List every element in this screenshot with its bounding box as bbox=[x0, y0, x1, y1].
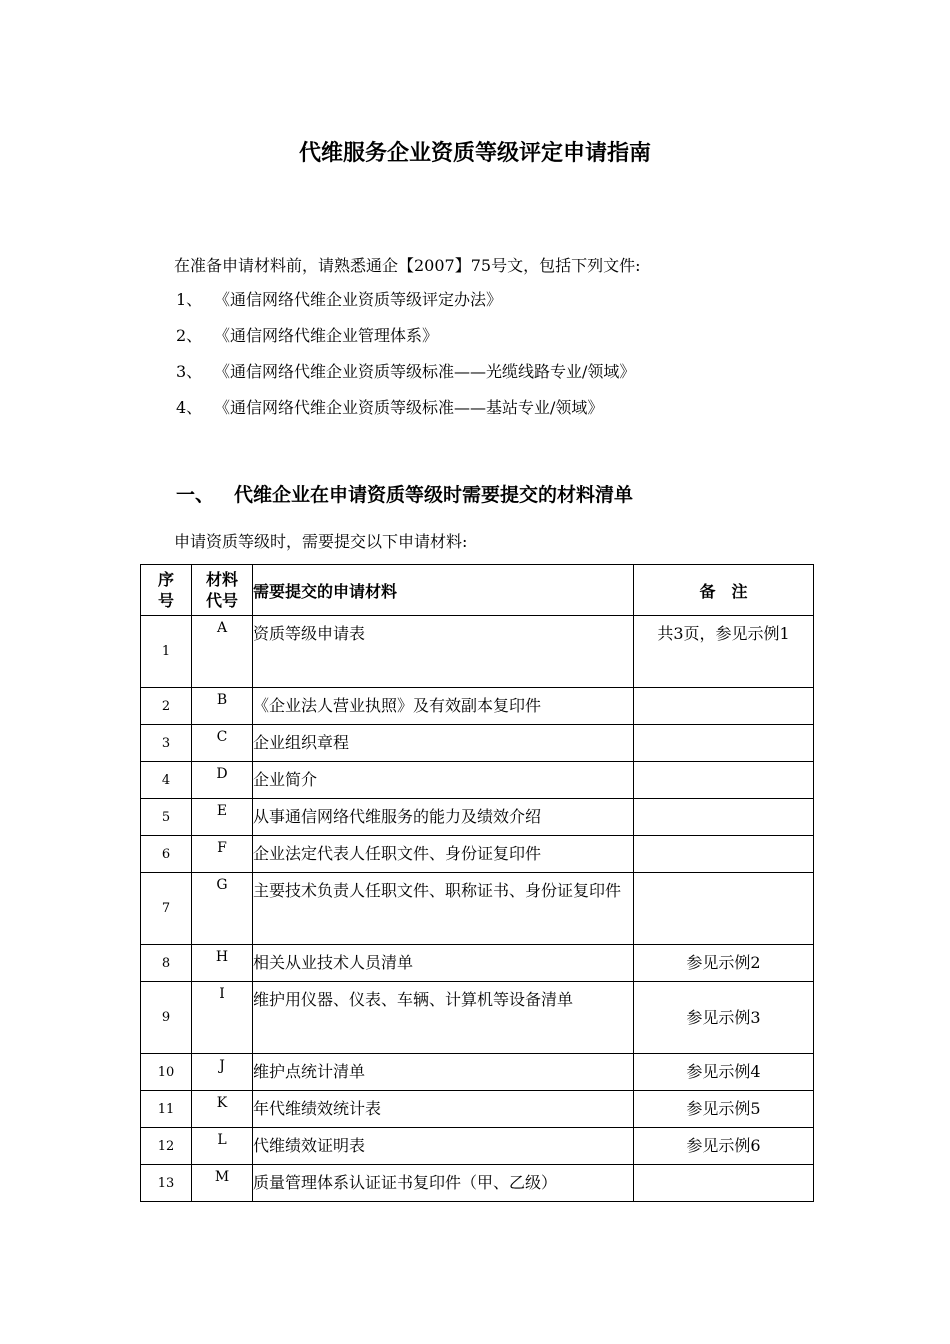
row-seq: 7 bbox=[141, 873, 192, 945]
row-note bbox=[634, 688, 814, 725]
row-seq: 4 bbox=[141, 762, 192, 799]
row-note: 参见示例5 bbox=[634, 1091, 814, 1128]
row-seq: 1 bbox=[141, 616, 192, 688]
list-item-number: 2、 bbox=[176, 326, 203, 345]
table-row bbox=[141, 725, 814, 762]
table-row bbox=[141, 1165, 814, 1202]
row-code: M bbox=[192, 1165, 253, 1202]
list-item-text: 《通信网络代维企业资质等级标准——光缆线路专业/领域》 bbox=[214, 362, 636, 381]
row-note: 参见示例3 bbox=[634, 982, 814, 1054]
table-row bbox=[141, 762, 814, 799]
list-item bbox=[176, 324, 635, 360]
row-seq: 3 bbox=[141, 725, 192, 762]
section-lead-text: 申请资质等级时，需要提交以下申请材料: bbox=[174, 532, 468, 551]
row-code: K bbox=[192, 1091, 253, 1128]
row-material: 企业简介 bbox=[253, 762, 634, 799]
row-note bbox=[634, 799, 814, 836]
row-material: 质量管理体系认证证书复印件（甲、乙级） bbox=[253, 1165, 634, 1202]
row-seq: 5 bbox=[141, 799, 192, 836]
row-note: 参见示例2 bbox=[634, 945, 814, 982]
row-material: 代维绩效证明表 bbox=[253, 1128, 634, 1165]
row-seq: 2 bbox=[141, 688, 192, 725]
list-item bbox=[176, 288, 635, 324]
row-material: 《企业法人营业执照》及有效副本复印件 bbox=[253, 688, 634, 725]
row-material: 维护用仪器、仪表、车辆、计算机等设备清单 bbox=[253, 982, 634, 1054]
list-item-number: 3、 bbox=[176, 362, 203, 381]
list-item-number: 1、 bbox=[176, 290, 203, 309]
row-note bbox=[634, 836, 814, 873]
table-row bbox=[141, 1091, 814, 1128]
row-material: 年代维绩效统计表 bbox=[253, 1091, 634, 1128]
page-title: 代维服务企业资质等级评定申请指南 bbox=[298, 141, 651, 166]
materials-table bbox=[140, 564, 814, 1202]
row-seq: 8 bbox=[141, 945, 192, 982]
row-code: F bbox=[192, 836, 253, 873]
reference-document-list bbox=[176, 288, 635, 432]
table-row bbox=[141, 945, 814, 982]
table-row bbox=[141, 799, 814, 836]
table-header-row bbox=[141, 565, 814, 616]
row-material: 从事通信网络代维服务的能力及绩效介绍 bbox=[253, 799, 634, 836]
row-code: G bbox=[192, 873, 253, 945]
row-note: 参见示例4 bbox=[634, 1054, 814, 1091]
row-note bbox=[634, 1165, 814, 1202]
row-code: J bbox=[192, 1054, 253, 1091]
list-item-text: 《通信网络代维企业管理体系》 bbox=[214, 326, 439, 345]
table-row bbox=[141, 836, 814, 873]
row-code: L bbox=[192, 1128, 253, 1165]
row-code: I bbox=[192, 982, 253, 1054]
row-seq: 9 bbox=[141, 982, 192, 1054]
row-seq: 12 bbox=[141, 1128, 192, 1165]
row-code: H bbox=[192, 945, 253, 982]
row-material: 资质等级申请表 bbox=[253, 616, 634, 688]
row-material: 相关从业技术人员清单 bbox=[253, 945, 634, 982]
row-note bbox=[634, 725, 814, 762]
row-seq: 6 bbox=[141, 836, 192, 873]
row-seq: 13 bbox=[141, 1165, 192, 1202]
row-seq: 10 bbox=[141, 1054, 192, 1091]
table-row bbox=[141, 688, 814, 725]
row-material: 企业组织章程 bbox=[253, 725, 634, 762]
row-material: 维护点统计清单 bbox=[253, 1054, 634, 1091]
table-row bbox=[141, 1054, 814, 1091]
row-code: A bbox=[192, 616, 253, 688]
list-item bbox=[176, 360, 635, 396]
row-seq: 11 bbox=[141, 1091, 192, 1128]
intro-paragraph: 在准备申请材料前，请熟悉通企【2007】75号文，包括下列文件: bbox=[174, 256, 641, 275]
list-item-number: 4、 bbox=[176, 398, 203, 417]
row-note bbox=[634, 873, 814, 945]
row-code: D bbox=[192, 762, 253, 799]
list-item bbox=[176, 396, 635, 432]
row-material: 主要技术负责人任职文件、职称证书、身份证复印件 bbox=[253, 873, 634, 945]
table-row bbox=[141, 873, 814, 945]
table-row bbox=[141, 616, 814, 688]
table-row bbox=[141, 1128, 814, 1165]
row-note: 参见示例6 bbox=[634, 1128, 814, 1165]
row-note: 共3页，参见示例1 bbox=[634, 616, 814, 688]
list-item-text: 《通信网络代维企业资质等级评定办法》 bbox=[214, 290, 503, 309]
row-code: C bbox=[192, 725, 253, 762]
section-title: 代维企业在申请资质等级时需要提交的材料清单 bbox=[234, 484, 634, 506]
row-material: 企业法定代表人任职文件、身份证复印件 bbox=[253, 836, 634, 873]
section-number: 一、 bbox=[176, 484, 215, 506]
header-material: 需要提交的申请材料 bbox=[253, 565, 634, 616]
section-heading bbox=[176, 480, 633, 507]
row-code: E bbox=[192, 799, 253, 836]
row-note bbox=[634, 762, 814, 799]
header-code: 材料 代号 bbox=[192, 565, 253, 616]
row-code: B bbox=[192, 688, 253, 725]
table-row bbox=[141, 982, 814, 1054]
header-seq: 序 号 bbox=[141, 565, 192, 616]
header-note: 备 注 bbox=[634, 565, 814, 616]
list-item-text: 《通信网络代维企业资质等级标准——基站专业/领域》 bbox=[214, 398, 604, 417]
